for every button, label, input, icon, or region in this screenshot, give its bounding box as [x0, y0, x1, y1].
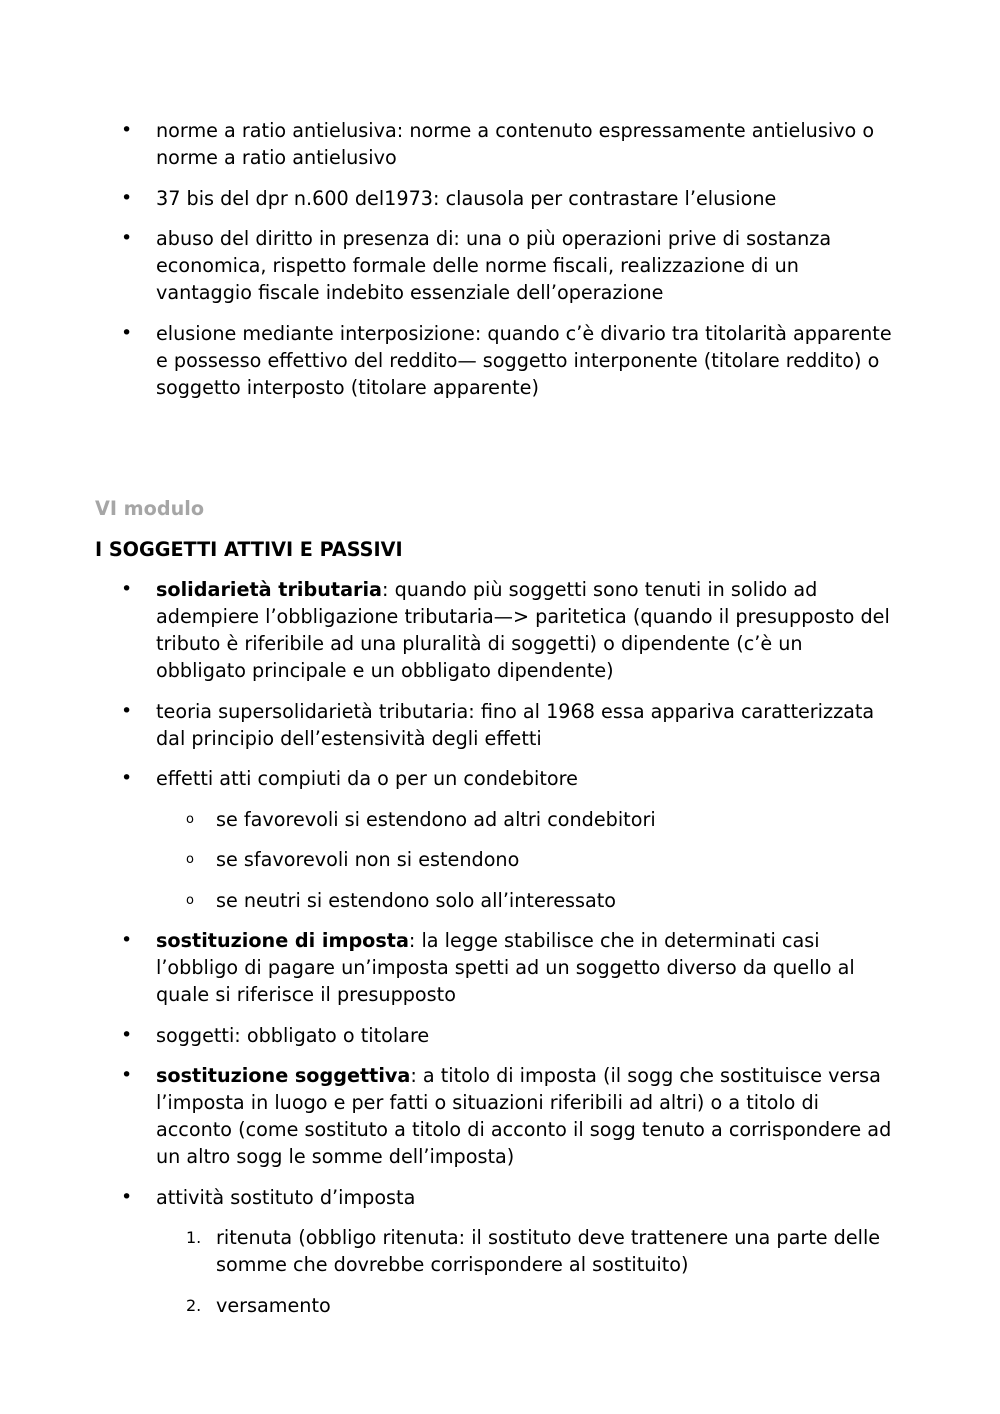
list-item: [0, 927, 896, 1008]
list-item-body: : quando più soggetti sono tenuti in solido ad adempiere l’obbligazione tributaria—> paritetica (quando il presupposto del tributo è riferibile ad una pluralità di soggetti) o dipendente (c’è un obbligato principale e un obbligato dipendente): [156, 578, 890, 682]
module-label: VI modulo: [95, 497, 204, 520]
list-item-text: versamento: [216, 1293, 331, 1317]
list-item: [0, 320, 896, 401]
list-number: 1.: [186, 1228, 202, 1247]
list-item-term: solidarietà tributaria: [156, 578, 383, 601]
list-item-text: effetti atti compiuti da o per un condebitore: [156, 767, 578, 790]
circle-bullet-icon: o: [186, 892, 194, 908]
list-item-text: se sfavorevoli non si estendono: [216, 848, 520, 871]
list-number: 2.: [186, 1295, 202, 1315]
list-item-term: sostituzione soggettiva: [156, 1064, 411, 1087]
list-item: [0, 1184, 896, 1211]
bullet-icon: •: [121, 227, 133, 249]
list-item: [0, 576, 896, 684]
list-item: [0, 117, 896, 171]
main-bullet-list: [0, 576, 1000, 1332]
list-item-text: attività sostituto d’imposta: [156, 1185, 416, 1209]
list-item: [0, 698, 896, 752]
bullet-icon: •: [121, 1185, 133, 1208]
list-item: [0, 225, 896, 306]
list-item-term: sostituzione di imposta: [156, 929, 409, 952]
numbered-list-item: [0, 1224, 896, 1278]
bullet-icon: •: [121, 1064, 133, 1086]
circle-bullet-icon: o: [186, 811, 194, 827]
list-item-text: teoria supersolidarietà tributaria: fino al 1968 essa appariva caratterizzata dal principio dell’estensività degli effetti: [156, 699, 875, 750]
bullet-icon: •: [121, 578, 133, 600]
bullet-icon: •: [121, 699, 133, 722]
list-item-text: [156, 578, 890, 682]
list-item: [0, 1062, 896, 1170]
list-item-text: norme a ratio antielusiva: norme a contenuto espressamente antielusivo o norme a ratio antielusivo: [156, 119, 875, 169]
section-title: I SOGGETTI ATTIVI E PASSIVI: [95, 538, 403, 561]
sub-list-item: [0, 887, 896, 914]
list-item: [0, 185, 896, 212]
list-item-text: ritenuta (obbligo ritenuta: il sostituto deve trattenere una parte delle somme che dovrebbe corrispondere al sostituito): [216, 1226, 881, 1276]
circle-bullet-icon: o: [186, 852, 194, 867]
list-item-body: : la legge stabilisce che in determinati casi l’obbligo di pagare un’imposta spetti ad un soggetto diverso da quello al quale si riferisce il presupposto: [156, 929, 855, 1006]
top-bullet-list: [0, 117, 1000, 414]
bullet-icon: •: [121, 321, 133, 344]
list-item-text: [156, 929, 855, 1006]
list-item-body: : a titolo di imposta (il sogg che sostituisce versa l’imposta in luogo e per fatti o situazioni riferibili ad altri) o a titolo di acconto (come sostituto a titolo di acconto il sogg tenuto a corrispondere ad un altro sogg le somme dell’imposta): [156, 1064, 892, 1168]
list-item-text: se neutri si estendono solo all’interessato: [216, 888, 617, 912]
bullet-icon: •: [121, 929, 133, 951]
sub-list-item: [0, 846, 896, 873]
list-item: [0, 1022, 896, 1049]
bullet-icon: •: [121, 1023, 133, 1046]
bullet-icon: •: [121, 186, 133, 209]
list-item-text: abuso del diritto in presenza di: una o più operazioni prive di sostanza economica, rispetto formale delle norme fiscali, realizzazione di un vantaggio fiscale indebito essenziale dell’operazione: [156, 227, 832, 304]
numbered-list-item: [0, 1292, 896, 1319]
list-item-text: 37 bis del dpr n.600 del1973: clausola per contrastare l’elusione: [156, 186, 777, 210]
list-item-text: [156, 1064, 891, 1168]
list-item-text: soggetti: obbligato o titolare: [156, 1023, 430, 1047]
bullet-icon: •: [121, 119, 133, 141]
sub-list-item: [0, 806, 896, 833]
list-item-text: elusione mediante interposizione: quando c’è divario tra titolarità apparente e possesso effettivo del reddito— soggetto interponente (titolare reddito) o soggetto interposto (titolare apparente): [156, 321, 892, 399]
list-item-text: se favorevoli si estendono ad altri condebitori: [216, 807, 656, 831]
list-item: [0, 765, 896, 792]
bullet-icon: •: [121, 767, 133, 789]
